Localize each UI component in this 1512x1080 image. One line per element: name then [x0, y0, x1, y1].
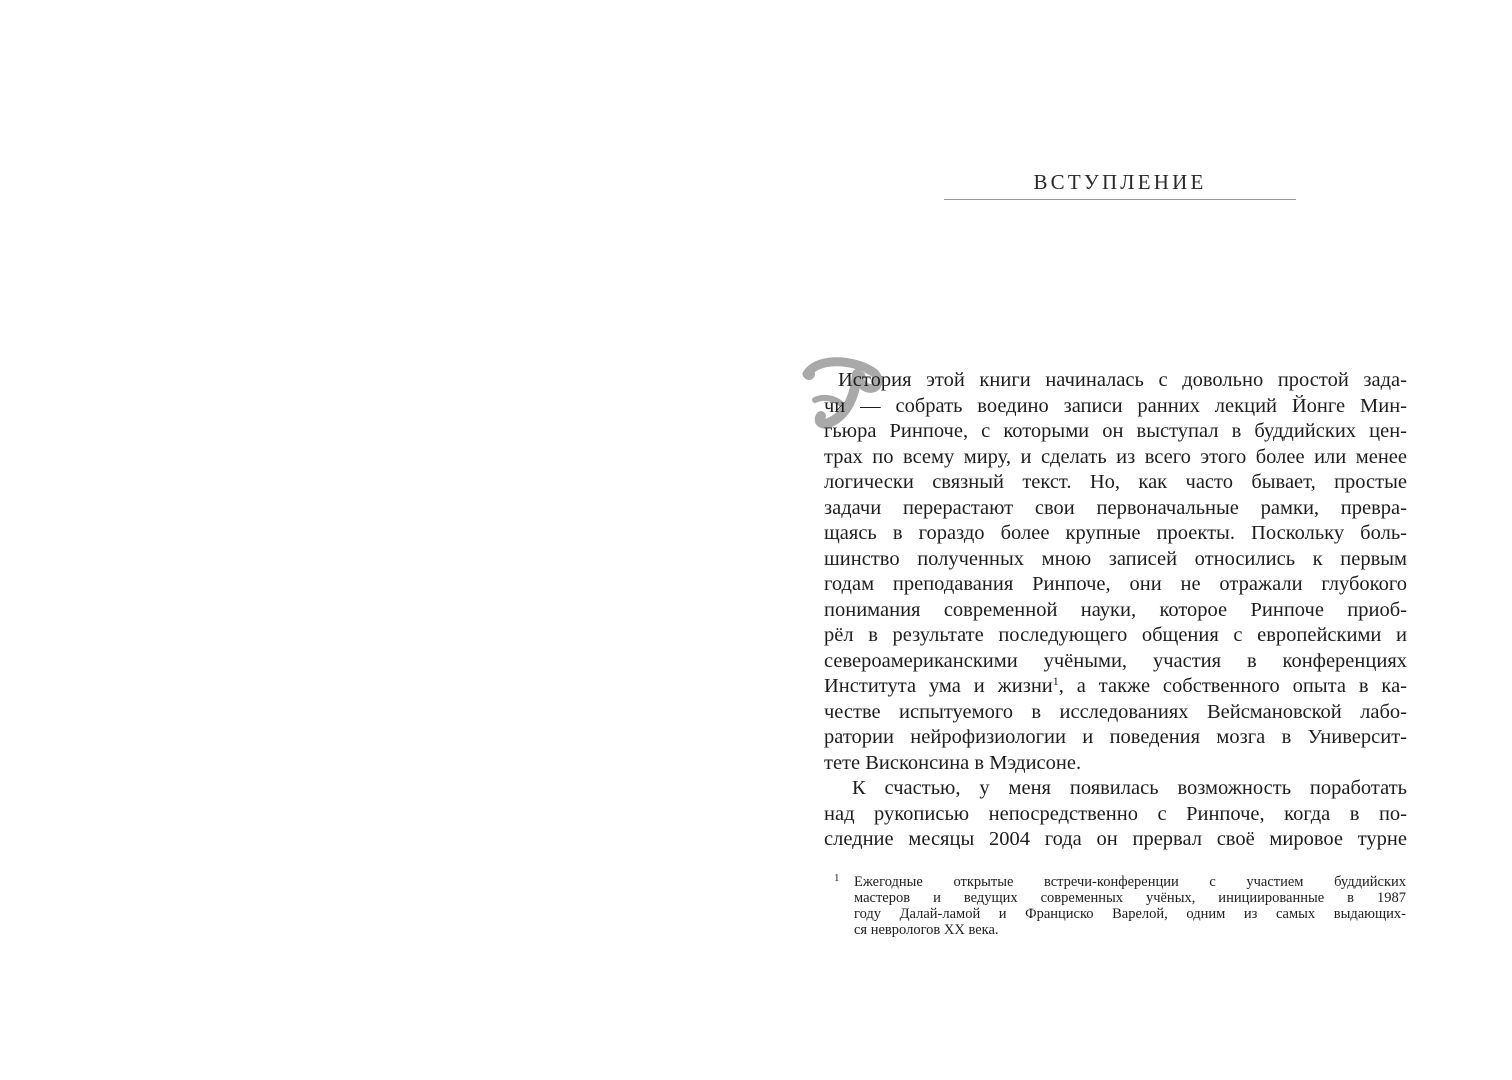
footnote-line: году Далай-ламой и Франциско Варелой, одним из самых выдающих- [854, 906, 1406, 922]
right-page [756, 0, 1512, 1080]
text-line: честве испытуемого в исследованиях Вейсмановской лабо- [824, 700, 1407, 723]
chapter-title: ВСТУПЛЕНИЕ [1033, 170, 1207, 194]
chapter-heading [944, 170, 1296, 200]
text-line: ратории нейрофизиологии и поведения мозга в Университ- [824, 726, 1407, 748]
text-line: щаясь в гораздо более крупные проекты. Поскольку боль- [824, 522, 1407, 544]
title-underline-rule [944, 199, 1296, 200]
body-text [824, 368, 1407, 853]
text-line: понимания современной науки, которое Ринпоче приоб- [824, 598, 1407, 621]
footnote-number: 1 [834, 872, 840, 884]
footnote-line: Ежегодные открытые встречи-конференции с участием буддийских [854, 874, 1406, 890]
text-line: годам преподавания Ринпоче, они не отражали глубокого [824, 573, 1407, 595]
text-line: североамериканскими учёными, участия в конференциях [824, 649, 1407, 672]
text-line: логически связный текст. Но, как часто бывает, простые [824, 471, 1407, 493]
text-line: над рукописью непосредственно с Ринпоче, когда в по- [824, 802, 1407, 825]
text-line: чи — собрать воедино записи ранних лекций Йонге Мин- [824, 394, 1407, 417]
text-fragment: , а также собственного опыта в ка- [1058, 675, 1407, 697]
footnote-ref[interactable]: 1 [1052, 674, 1059, 688]
text-line: следние месяцы 2004 года он прервал своё мировое турне [824, 828, 1407, 850]
text-line-with-footnote-ref [824, 674, 1407, 700]
text-line: История этой книги начиналась с довольно простой зада- [838, 369, 1407, 391]
footnote-line: ся неврологов XX века. [854, 922, 999, 938]
text-line: задачи перерастают свои первоначальные рамки, превра- [824, 496, 1407, 519]
text-line: тете Висконсина в Мэдисоне. [824, 751, 1082, 774]
text-line: шинство полученных мною записей относились к первым [824, 547, 1407, 570]
footnote-line: мастеров и ведущих современных учёных, инициированные в 1987 [854, 890, 1406, 906]
text-line: гьюра Ринпоче, с которыми он выступал в буддийских цен- [824, 420, 1407, 442]
footnote-text [854, 874, 1406, 938]
text-line: трах по всему миру, и сделать из всего этого более или менее [824, 445, 1407, 468]
text-fragment: Института ума и жизни [824, 675, 1053, 697]
text-line: рёл в результате последующего общения с европейскими и [824, 624, 1407, 646]
text-line: К счастью, у меня появилась возможность поработать [852, 777, 1407, 799]
